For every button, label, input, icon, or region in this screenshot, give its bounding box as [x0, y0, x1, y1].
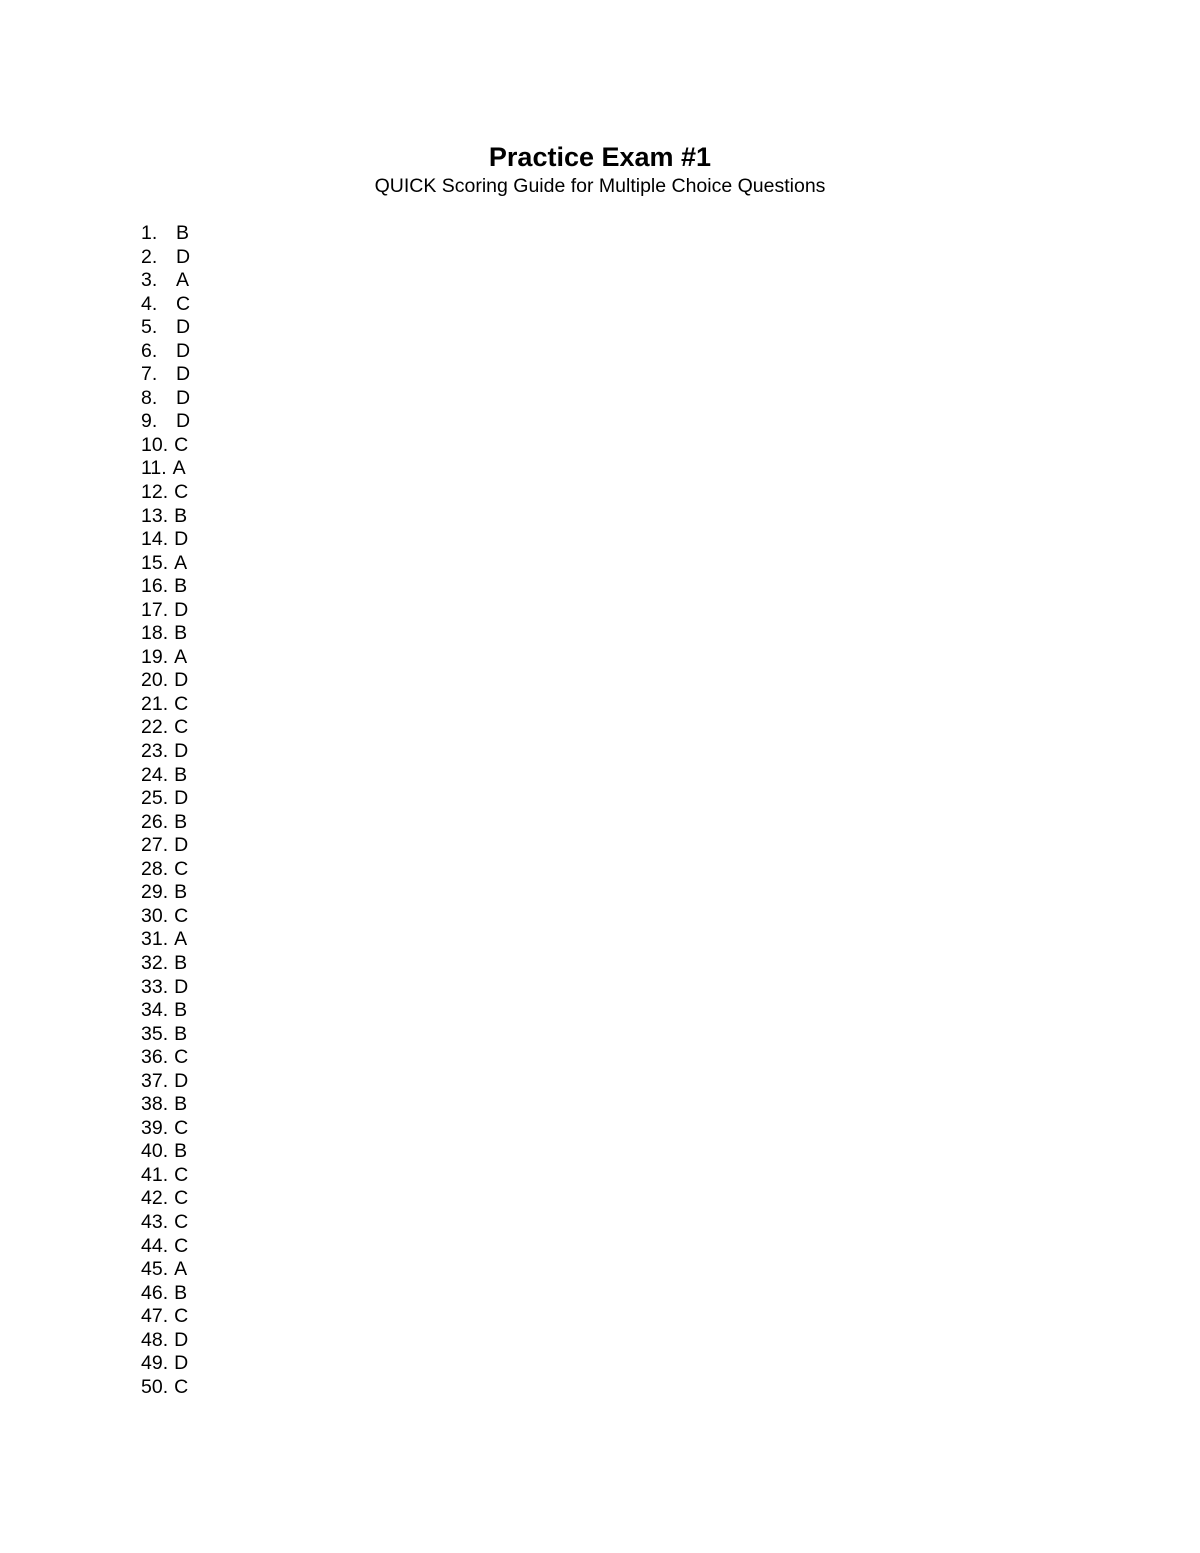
- answer-letter: D: [176, 316, 191, 339]
- answer-row: [141, 1305, 190, 1329]
- question-number: 36.: [141, 1046, 169, 1069]
- question-number: 38.: [141, 1093, 169, 1116]
- question-number: 30.: [141, 904, 169, 927]
- question-number: 42.: [141, 1187, 169, 1210]
- answer-row: [141, 764, 190, 788]
- answer-row: [141, 1211, 190, 1235]
- question-number: 17.: [141, 598, 169, 621]
- answer-row: [141, 1140, 190, 1164]
- answer-letter: D: [174, 740, 189, 763]
- answer-letter: C: [174, 1187, 189, 1210]
- question-number: 37.: [141, 1069, 169, 1092]
- answer-letter: A: [174, 1258, 188, 1281]
- answer-row: [141, 1329, 190, 1353]
- answer-letter: D: [174, 669, 189, 692]
- answer-key-list: [141, 222, 190, 1399]
- answer-letter: C: [176, 292, 191, 315]
- question-number: 41.: [141, 1163, 169, 1186]
- answer-letter: D: [174, 1069, 189, 1092]
- answer-letter: B: [174, 951, 188, 974]
- question-number: 9.: [141, 410, 158, 433]
- question-number: 33.: [141, 975, 169, 998]
- question-number: 49.: [141, 1352, 169, 1375]
- question-number: 39.: [141, 1116, 169, 1139]
- answer-row: [141, 834, 190, 858]
- answer-row: [141, 528, 190, 552]
- question-number: 22.: [141, 716, 169, 739]
- question-number: 21.: [141, 692, 169, 715]
- answer-letter: C: [174, 433, 189, 456]
- answer-row: [141, 316, 190, 340]
- question-number: 4.: [141, 292, 158, 315]
- answer-row: [141, 222, 190, 246]
- question-number: 19.: [141, 645, 169, 668]
- question-number: 27.: [141, 834, 169, 857]
- answer-letter: B: [174, 999, 188, 1022]
- answer-letter: D: [174, 528, 189, 551]
- question-number: 26.: [141, 810, 169, 833]
- answer-letter: C: [174, 1375, 189, 1398]
- question-number: 2.: [141, 245, 158, 268]
- answer-letter: C: [174, 1163, 189, 1186]
- answer-letter: A: [174, 551, 188, 574]
- answer-row: [141, 693, 190, 717]
- answer-row: [141, 976, 190, 1000]
- question-number: 3.: [141, 269, 158, 292]
- answer-letter: A: [172, 457, 186, 480]
- answer-letter: D: [174, 1352, 189, 1375]
- answer-row: [141, 1023, 190, 1047]
- answer-letter: D: [176, 410, 191, 433]
- answer-letter: B: [174, 881, 188, 904]
- answer-letter: B: [174, 1140, 188, 1163]
- answer-letter: C: [174, 1116, 189, 1139]
- question-number: 35.: [141, 1022, 169, 1045]
- question-number: 20.: [141, 669, 169, 692]
- question-number: 5.: [141, 316, 158, 339]
- answer-letter: A: [176, 269, 190, 292]
- answer-letter: B: [174, 1022, 188, 1045]
- answer-row: [141, 363, 190, 387]
- question-number: 29.: [141, 881, 169, 904]
- question-number: 12.: [141, 481, 169, 504]
- question-number: 48.: [141, 1328, 169, 1351]
- answer-row: [141, 858, 190, 882]
- answer-row: [141, 952, 190, 976]
- answer-row: [141, 552, 190, 576]
- answer-row: [141, 505, 190, 529]
- answer-letter: B: [174, 504, 188, 527]
- answer-row: [141, 1046, 190, 1070]
- question-number: 43.: [141, 1210, 169, 1233]
- question-number: 1.: [141, 222, 158, 244]
- answer-row: [141, 410, 190, 434]
- answer-row: [141, 999, 190, 1023]
- answer-letter: B: [174, 1093, 188, 1116]
- answer-letter: A: [174, 928, 188, 951]
- question-number: 14.: [141, 528, 169, 551]
- answer-letter: D: [174, 834, 189, 857]
- question-number: 6.: [141, 339, 158, 362]
- answer-row: [141, 646, 190, 670]
- answer-letter: C: [174, 1234, 189, 1257]
- answer-row: [141, 481, 190, 505]
- question-number: 7.: [141, 363, 158, 386]
- question-number: 16.: [141, 575, 169, 598]
- answer-row: [141, 740, 190, 764]
- answer-row: [141, 928, 190, 952]
- answer-letter: C: [174, 1210, 189, 1233]
- question-number: 31.: [141, 928, 169, 951]
- answer-row: [141, 1376, 190, 1400]
- answer-letter: D: [176, 386, 191, 409]
- answer-letter: D: [176, 245, 191, 268]
- question-number: 24.: [141, 763, 169, 786]
- question-number: 45.: [141, 1258, 169, 1281]
- answer-letter: C: [174, 1046, 189, 1069]
- answer-row: [141, 881, 190, 905]
- answer-row: [141, 1187, 190, 1211]
- answer-row: [141, 1235, 190, 1259]
- question-number: 23.: [141, 740, 169, 763]
- question-number: 13.: [141, 504, 169, 527]
- answer-row: [141, 1282, 190, 1306]
- answer-row: [141, 575, 190, 599]
- question-number: 34.: [141, 999, 169, 1022]
- answer-row: [141, 1164, 190, 1188]
- page-subtitle: QUICK Scoring Guide for Multiple Choice Questions: [374, 175, 826, 197]
- question-number: 11.: [141, 457, 167, 480]
- answer-row: [141, 1117, 190, 1141]
- answer-letter: D: [176, 363, 191, 386]
- question-number: 44.: [141, 1234, 169, 1257]
- answer-row: [141, 340, 190, 364]
- answer-letter: D: [174, 975, 189, 998]
- answer-row: [141, 622, 190, 646]
- answer-row: [141, 457, 190, 481]
- answer-letter: D: [174, 1328, 189, 1351]
- answer-letter: C: [174, 481, 189, 504]
- question-number: 28.: [141, 857, 169, 880]
- answer-letter: B: [174, 763, 188, 786]
- answer-letter: D: [174, 598, 189, 621]
- page-title: Practice Exam #1: [488, 142, 712, 172]
- answer-letter: B: [174, 1281, 188, 1304]
- answer-row: [141, 716, 190, 740]
- answer-row: [141, 434, 190, 458]
- answer-row: [141, 599, 190, 623]
- question-number: 46.: [141, 1281, 169, 1304]
- answer-letter: C: [174, 692, 189, 715]
- answer-row: [141, 269, 190, 293]
- answer-row: [141, 387, 190, 411]
- question-number: 32.: [141, 951, 169, 974]
- answer-letter: B: [174, 622, 188, 645]
- answer-letter: D: [174, 787, 189, 810]
- answer-row: [141, 293, 190, 317]
- answer-row: [141, 669, 190, 693]
- question-number: 15.: [141, 551, 169, 574]
- answer-letter: C: [174, 857, 189, 880]
- question-number: 18.: [141, 622, 169, 645]
- answer-row: [141, 1352, 190, 1376]
- answer-row: [141, 1258, 190, 1282]
- question-number: 40.: [141, 1140, 169, 1163]
- answer-letter: D: [176, 339, 191, 362]
- answer-row: [141, 246, 190, 270]
- question-number: 10.: [141, 433, 169, 456]
- question-number: 50.: [141, 1375, 169, 1398]
- answer-row: [141, 1093, 190, 1117]
- question-number: 25.: [141, 787, 169, 810]
- answer-letter: B: [174, 810, 188, 833]
- answer-row: [141, 1070, 190, 1094]
- answer-row: [141, 811, 190, 835]
- answer-letter: B: [176, 222, 190, 244]
- answer-row: [141, 905, 190, 929]
- document-header: [0, 141, 1200, 199]
- answer-letter: C: [174, 716, 189, 739]
- answer-row: [141, 787, 190, 811]
- answer-letter: A: [174, 645, 188, 668]
- answer-letter: C: [174, 904, 189, 927]
- answer-letter: B: [174, 575, 188, 598]
- answer-letter: C: [174, 1305, 189, 1328]
- question-number: 47.: [141, 1305, 169, 1328]
- question-number: 8.: [141, 386, 158, 409]
